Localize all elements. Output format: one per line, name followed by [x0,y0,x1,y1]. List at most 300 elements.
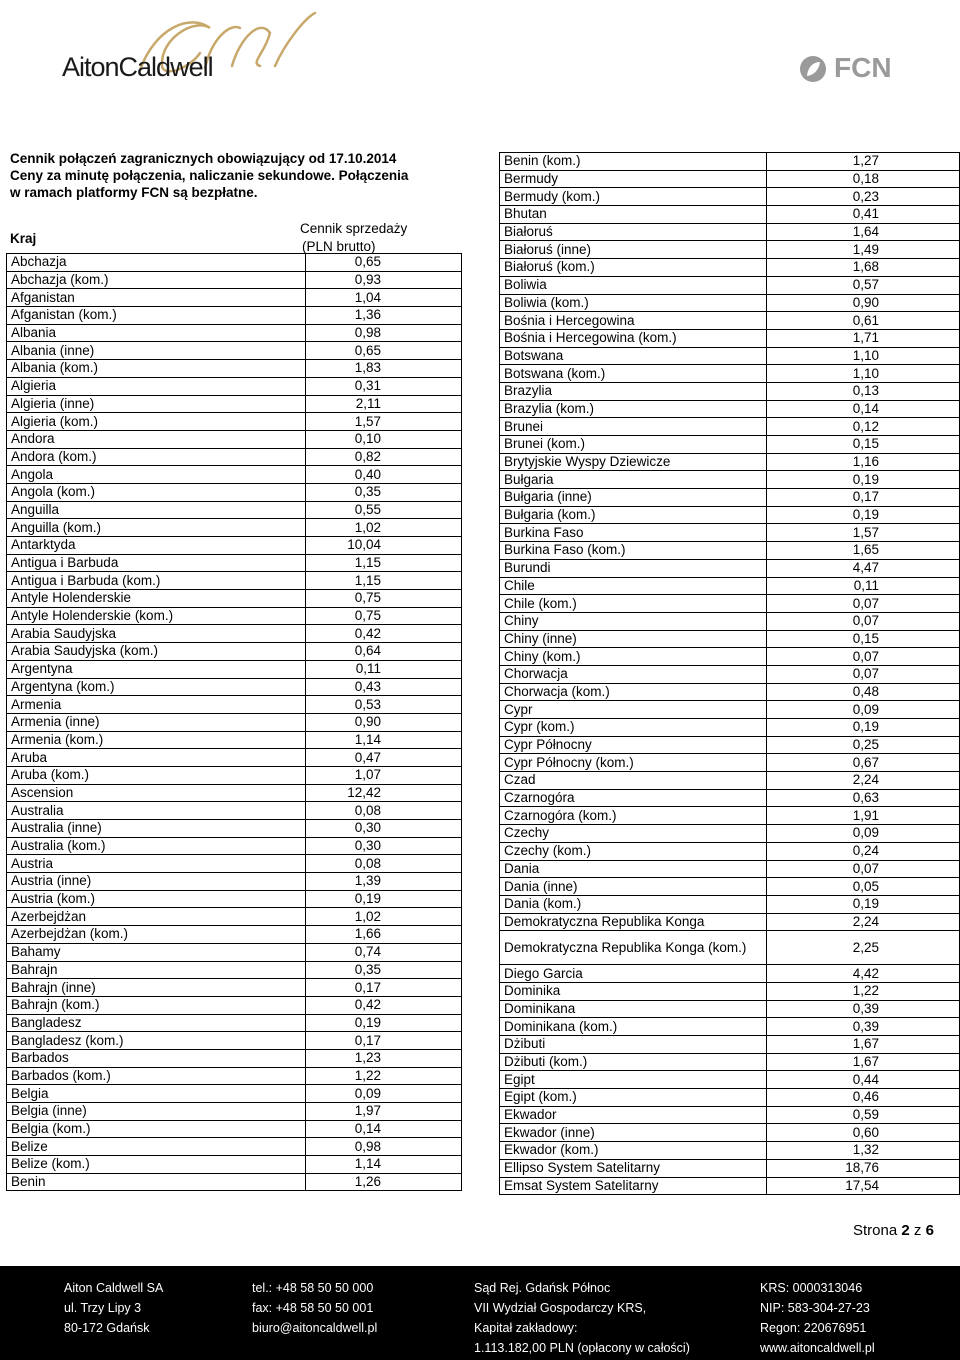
country-cell: Anguilla (kom.) [7,519,306,537]
page-total: 6 [925,1222,934,1239]
price-cell: 0,24 [767,842,960,860]
table-row [7,713,462,731]
country-cell: Abchazja [7,254,306,272]
table-row [500,506,960,524]
table-row [7,643,462,661]
price-cell: 0,47 [306,749,462,767]
table-row [7,1173,462,1191]
intro-line: Ceny za minutę połączenia, naliczanie sekundowe. Połączenia [10,168,409,183]
table-row [500,329,960,347]
table-row [500,1106,960,1124]
price-column-header [300,220,460,256]
price-cell: 0,07 [767,665,960,683]
country-cell: Armenia [7,696,306,714]
price-cell: 0,46 [767,1089,960,1107]
price-cell: 0,53 [306,696,462,714]
table-row [500,683,960,701]
page-number [853,1222,934,1239]
price-cell: 0,07 [767,860,960,878]
country-cell: Cypr [500,701,767,719]
table-row [7,1067,462,1085]
country-cell: Chile (kom.) [500,595,767,613]
price-cell: 0,57 [767,276,960,294]
table-row [500,312,960,330]
intro-line: Cennik połączeń zagranicznych obowiązujący od 17.10.2014 [10,151,397,166]
price-cell: 0,60 [767,1124,960,1142]
country-cell: Demokratyczna Republika Konga (kom.) [500,931,767,965]
table-row [7,1085,462,1103]
table-row [500,665,960,683]
price-cell: 1,97 [306,1103,462,1121]
price-cell: 18,76 [767,1159,960,1177]
price-cell: 0,75 [306,590,462,608]
price-cell: 0,35 [306,961,462,979]
table-row [500,206,960,224]
price-cell: 1,14 [306,731,462,749]
country-cell: Bhutan [500,206,767,224]
table-row [500,559,960,577]
table-row [500,701,960,719]
table-row [7,430,462,448]
table-row [500,931,960,965]
table-row [500,276,960,294]
country-cell: Chile [500,577,767,595]
table-row [500,170,960,188]
table-row [500,1177,960,1195]
price-cell: 0,61 [767,312,960,330]
price-cell: 1,57 [767,524,960,542]
country-cell: Antyle Holenderskie [7,590,306,608]
country-cell: Antarktyda [7,537,306,555]
price-cell: 0,65 [306,342,462,360]
country-cell: Argentyna (kom.) [7,678,306,696]
table-row [500,878,960,896]
country-cell: Dominika [500,982,767,1000]
price-cell: 0,41 [767,206,960,224]
country-cell: Albania (kom.) [7,360,306,378]
country-cell: Czechy (kom.) [500,842,767,860]
price-cell: 0,42 [306,625,462,643]
footer-text: tel.: +48 58 50 50 000 [252,1281,374,1295]
country-cell: Egipt (kom.) [500,1089,767,1107]
price-cell: 1,67 [767,1053,960,1071]
table-row [500,1142,960,1160]
price-cell: 0,64 [306,643,462,661]
price-cell: 12,42 [306,784,462,802]
table-row [500,1053,960,1071]
price-cell: 0,30 [306,820,462,838]
price-cell: 0,14 [306,1120,462,1138]
table-row [7,908,462,926]
price-cell: 2,24 [767,772,960,790]
table-row [7,961,462,979]
price-cell: 1,02 [306,519,462,537]
price-cell: 0,30 [306,837,462,855]
table-row [500,365,960,383]
price-cell: 0,09 [306,1085,462,1103]
price-cell: 0,14 [767,400,960,418]
price-cell: 0,07 [767,612,960,630]
footer-text: 1.113.182,00 PLN (opłacony w całości) [474,1341,690,1355]
table-row [7,837,462,855]
table-row [500,1124,960,1142]
price-cell: 1,83 [306,360,462,378]
table-row [500,1018,960,1036]
footer-registry-col [474,1278,690,1358]
table-row [500,612,960,630]
table-row [500,648,960,666]
price-cell: 1,68 [767,259,960,277]
footer-website-link[interactable]: www.aitoncaldwell.pl [760,1341,875,1355]
page-separator: z [913,1222,922,1239]
footer-text: 80-172 Gdańsk [64,1321,150,1335]
country-cell: Australia (kom.) [7,837,306,855]
table-row [7,855,462,873]
country-cell: Antigua i Barbuda (kom.) [7,572,306,590]
table-row [500,436,960,454]
price-cell: 2,25 [767,931,960,965]
table-row [7,873,462,891]
country-cell: Czechy [500,825,767,843]
footer-text: Regon: 220676951 [760,1321,867,1335]
price-cell: 0,18 [767,170,960,188]
country-cell: Bangladesz (kom.) [7,1032,306,1050]
price-cell: 0,11 [767,577,960,595]
footer-text: VII Wydział Gospodarczy KRS, [474,1301,647,1315]
country-cell: Arabia Saudyjska (kom.) [7,643,306,661]
country-cell: Burundi [500,559,767,577]
price-header-line: Cennik sprzedaży [300,221,408,236]
country-cell: Chiny (kom.) [500,648,767,666]
table-row [7,1138,462,1156]
price-cell: 0,12 [767,418,960,436]
country-cell: Emsat System Satelitarny [500,1177,767,1195]
price-cell: 1,26 [306,1173,462,1191]
country-cell: Belize [7,1138,306,1156]
price-cell: 0,65 [306,254,462,272]
country-cell: Angola [7,466,306,484]
table-row [500,754,960,772]
country-cell: Aruba (kom.) [7,766,306,784]
price-cell: 0,17 [306,979,462,997]
price-cell: 1,02 [306,908,462,926]
price-cell: 1,66 [306,926,462,944]
price-cell: 0,63 [767,789,960,807]
country-cell: Anguilla [7,501,306,519]
country-cell: Belgia (inne) [7,1103,306,1121]
table-row [500,595,960,613]
table-row [7,943,462,961]
country-cell: Egipt [500,1071,767,1089]
price-cell: 0,15 [767,436,960,454]
table-row [7,678,462,696]
price-cell: 4,42 [767,965,960,983]
country-cell: Chorwacja [500,665,767,683]
table-row [7,996,462,1014]
table-row [7,1103,462,1121]
price-cell: 0,15 [767,630,960,648]
country-cell: Ekwador (inne) [500,1124,767,1142]
country-cell: Białoruś [500,223,767,241]
country-cell: Armenia (kom.) [7,731,306,749]
table-row [7,360,462,378]
price-cell: 4,47 [767,559,960,577]
table-row [7,749,462,767]
country-column-header: Kraj [10,231,37,246]
table-row [500,1089,960,1107]
aiton-caldwell-logo [60,8,320,88]
country-cell: Algieria [7,377,306,395]
country-cell: Bermudy (kom.) [500,188,767,206]
price-header-line: (PLN brutto) [302,239,376,254]
country-cell: Chiny (inne) [500,630,767,648]
table-row [7,926,462,944]
price-cell: 1,10 [767,365,960,383]
table-row [7,307,462,325]
table-row [7,1156,462,1174]
country-cell: Czarnogóra (kom.) [500,807,767,825]
table-row [500,542,960,560]
country-cell: Ellipso System Satelitarny [500,1159,767,1177]
country-cell: Australia [7,802,306,820]
price-cell: 0,19 [767,719,960,737]
country-cell: Dominikana (kom.) [500,1018,767,1036]
country-cell: Brunei (kom.) [500,436,767,454]
footer-text: NIP: 583-304-27-23 [760,1301,870,1315]
country-cell: Brazylia (kom.) [500,400,767,418]
price-cell: 0,31 [306,377,462,395]
country-cell: Diego Garcia [500,965,767,983]
country-cell: Arabia Saudyjska [7,625,306,643]
country-cell: Dania (kom.) [500,895,767,913]
price-cell: 1,36 [306,307,462,325]
table-row [7,820,462,838]
table-row [7,254,462,272]
country-cell: Barbados (kom.) [7,1067,306,1085]
country-cell: Białoruś (kom.) [500,259,767,277]
table-row [500,807,960,825]
intro-text [10,150,470,201]
table-row [500,188,960,206]
price-cell: 0,75 [306,607,462,625]
table-row [7,802,462,820]
country-cell: Brunei [500,418,767,436]
price-cell: 0,42 [306,996,462,1014]
price-cell: 1,15 [306,572,462,590]
price-cell: 0,17 [306,1032,462,1050]
table-row [500,982,960,1000]
price-cell: 0,67 [767,754,960,772]
table-row [7,342,462,360]
table-row [500,259,960,277]
table-row [7,766,462,784]
country-cell: Afganistan (kom.) [7,307,306,325]
table-row [500,223,960,241]
price-cell: 0,13 [767,382,960,400]
price-cell: 1,71 [767,329,960,347]
country-cell: Dominikana [500,1000,767,1018]
country-cell: Benin (kom.) [500,153,767,171]
price-cell: 0,39 [767,1000,960,1018]
price-cell: 1,27 [767,153,960,171]
table-row [7,466,462,484]
price-cell: 0,93 [306,271,462,289]
table-row [7,607,462,625]
price-cell: 1,16 [767,453,960,471]
fcn-logo [798,50,898,86]
country-cell: Ekwador [500,1106,767,1124]
country-cell: Australia (inne) [7,820,306,838]
price-cell: 0,08 [306,855,462,873]
country-cell: Algieria (inne) [7,395,306,413]
fcn-leaf-icon [798,54,828,84]
footer-text: KRS: 0000313046 [760,1281,863,1295]
country-cell: Argentyna [7,660,306,678]
country-cell: Azerbejdżan [7,908,306,926]
price-cell: 1,04 [306,289,462,307]
price-cell: 0,98 [306,1138,462,1156]
country-cell: Bahrajn [7,961,306,979]
price-cell: 0,59 [767,1106,960,1124]
table-row [7,979,462,997]
table-row [500,241,960,259]
price-cell: 1,39 [306,873,462,891]
price-cell: 1,32 [767,1142,960,1160]
price-cell: 1,22 [767,982,960,1000]
price-table-left [6,253,462,1191]
country-cell: Dżibuti (kom.) [500,1053,767,1071]
footer-text: Sąd Rej. Gdańsk Północ [474,1281,611,1295]
table-row [7,554,462,572]
table-row [7,696,462,714]
price-cell: 0,19 [767,895,960,913]
table-row [500,789,960,807]
price-cell: 0,10 [306,430,462,448]
table-row [7,625,462,643]
table-row [7,413,462,431]
table-row [7,501,462,519]
country-cell: Afganistan [7,289,306,307]
table-row [500,382,960,400]
table-row [7,271,462,289]
country-cell: Barbados [7,1049,306,1067]
country-cell: Armenia (inne) [7,713,306,731]
table-row [7,731,462,749]
country-cell: Dania (inne) [500,878,767,896]
price-cell: 2,24 [767,913,960,931]
price-cell: 0,11 [306,660,462,678]
page-current: 2 [901,1222,910,1239]
country-cell: Dania [500,860,767,878]
table-row [7,289,462,307]
price-cell: 1,07 [306,766,462,784]
country-cell: Bermudy [500,170,767,188]
table-row [500,895,960,913]
country-cell: Bułgaria [500,471,767,489]
price-cell: 0,35 [306,483,462,501]
table-row [500,577,960,595]
table-row [500,294,960,312]
country-cell: Demokratyczna Republika Konga [500,913,767,931]
country-cell: Austria [7,855,306,873]
country-cell: Albania (inne) [7,342,306,360]
price-cell: 0,48 [767,683,960,701]
price-cell: 0,39 [767,1018,960,1036]
footer-email-link[interactable]: biuro@aitoncaldwell.pl [252,1321,378,1335]
country-cell: Botswana [500,347,767,365]
price-cell: 0,19 [306,890,462,908]
price-cell: 1,15 [306,554,462,572]
country-cell: Czad [500,772,767,790]
table-row [7,660,462,678]
footer-text: Kapitał zakładowy: [474,1321,578,1335]
footer-text: Aiton Caldwell SA [64,1281,164,1295]
country-cell: Dżibuti [500,1036,767,1054]
country-cell: Andora [7,430,306,448]
country-cell: Brazylia [500,382,767,400]
country-cell: Bułgaria (inne) [500,489,767,507]
country-cell: Botswana (kom.) [500,365,767,383]
price-cell: 0,09 [767,701,960,719]
table-row [7,784,462,802]
country-cell: Albania [7,324,306,342]
table-row [500,1036,960,1054]
price-cell: 10,04 [306,537,462,555]
footer [0,1266,960,1360]
footer-contact-col [252,1278,377,1338]
price-table-right [499,152,960,1195]
table-row [500,1159,960,1177]
country-cell: Białoruś (inne) [500,241,767,259]
table-row [500,772,960,790]
price-cell: 0,19 [306,1014,462,1032]
price-cell: 1,10 [767,347,960,365]
table-row [7,890,462,908]
price-cell: 0,09 [767,825,960,843]
country-cell: Abchazja (kom.) [7,271,306,289]
price-cell: 17,54 [767,1177,960,1195]
footer-company-col [64,1278,163,1338]
table-row [7,1120,462,1138]
price-cell: 1,65 [767,542,960,560]
country-cell: Cypr (kom.) [500,719,767,737]
table-row [500,489,960,507]
country-cell: Cypr Północny (kom.) [500,754,767,772]
table-row [7,1014,462,1032]
footer-text: ul. Trzy Lipy 3 [64,1301,142,1315]
country-cell: Angola (kom.) [7,483,306,501]
table-row [500,453,960,471]
country-cell: Chorwacja (kom.) [500,683,767,701]
country-cell: Ekwador (kom.) [500,1142,767,1160]
price-cell: 0,08 [306,802,462,820]
table-row [7,324,462,342]
price-cell: 0,19 [767,506,960,524]
table-row [500,842,960,860]
table-row [500,471,960,489]
table-row [7,483,462,501]
country-cell: Belgia (kom.) [7,1120,306,1138]
country-cell: Belgia [7,1085,306,1103]
table-row [7,572,462,590]
country-cell: Azerbejdżan (kom.) [7,926,306,944]
country-cell: Burkina Faso [500,524,767,542]
price-cell: 1,57 [306,413,462,431]
price-cell: 2,11 [306,395,462,413]
price-cell: 0,07 [767,648,960,666]
table-row [500,347,960,365]
table-row [500,825,960,843]
